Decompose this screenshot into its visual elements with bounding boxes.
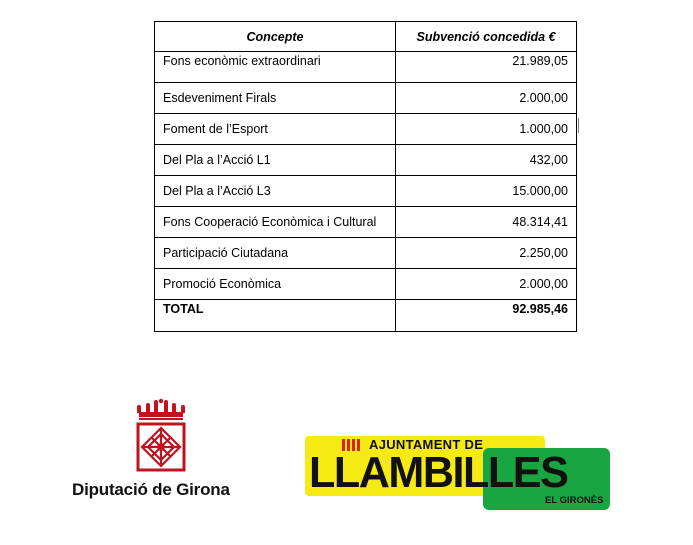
table-header-row [155,22,577,52]
row-concept: Del Pla a l’Acció L3 [155,176,396,207]
row-concept: Del Pla a l’Acció L1 [155,145,396,176]
row-concept: Foment de l’Esport [155,114,396,145]
row-amount: 21.989,05 [396,52,577,83]
total-label: TOTAL [155,300,396,332]
table-row [155,207,577,238]
text-cursor-mark [578,118,579,133]
header-concept: Concepte [155,22,396,52]
table-row [155,83,577,114]
llambilles-logo [305,436,610,510]
header-amount: Subvenció concedida € [396,22,577,52]
table-row [155,176,577,207]
row-amount: 432,00 [396,145,577,176]
table-total-row [155,300,577,332]
diputacio-name: Diputació de Girona [72,480,230,499]
row-concept: Esdeveniment Firals [155,83,396,114]
table-row [155,114,577,145]
table-row [155,52,577,83]
grants-table [154,21,577,332]
logo-top-line: AJUNTAMENT DE [369,437,484,452]
row-amount: 1.000,00 [396,114,577,145]
crowned-shield-emblem-icon [133,398,189,478]
diputacio-girona-logo [70,398,250,508]
table-row [155,238,577,269]
table-row [155,269,577,300]
row-concept: Fons Cooperació Econòmica i Cultural [155,207,396,238]
row-amount: 15.000,00 [396,176,577,207]
table-row [155,145,577,176]
row-amount: 2.250,00 [396,238,577,269]
logo-region: EL GIRONÈS [545,495,604,506]
total-amount: 92.985,46 [396,300,577,332]
row-amount: 2.000,00 [396,269,577,300]
row-concept: Participació Ciutadana [155,238,396,269]
row-amount: 48.314,41 [396,207,577,238]
row-amount: 2.000,00 [396,83,577,114]
logo-main-text: LLAMBILLES [309,448,568,497]
row-concept: Fons econòmic extraordinari [155,52,396,83]
row-concept: Promoció Econòmica [155,269,396,300]
